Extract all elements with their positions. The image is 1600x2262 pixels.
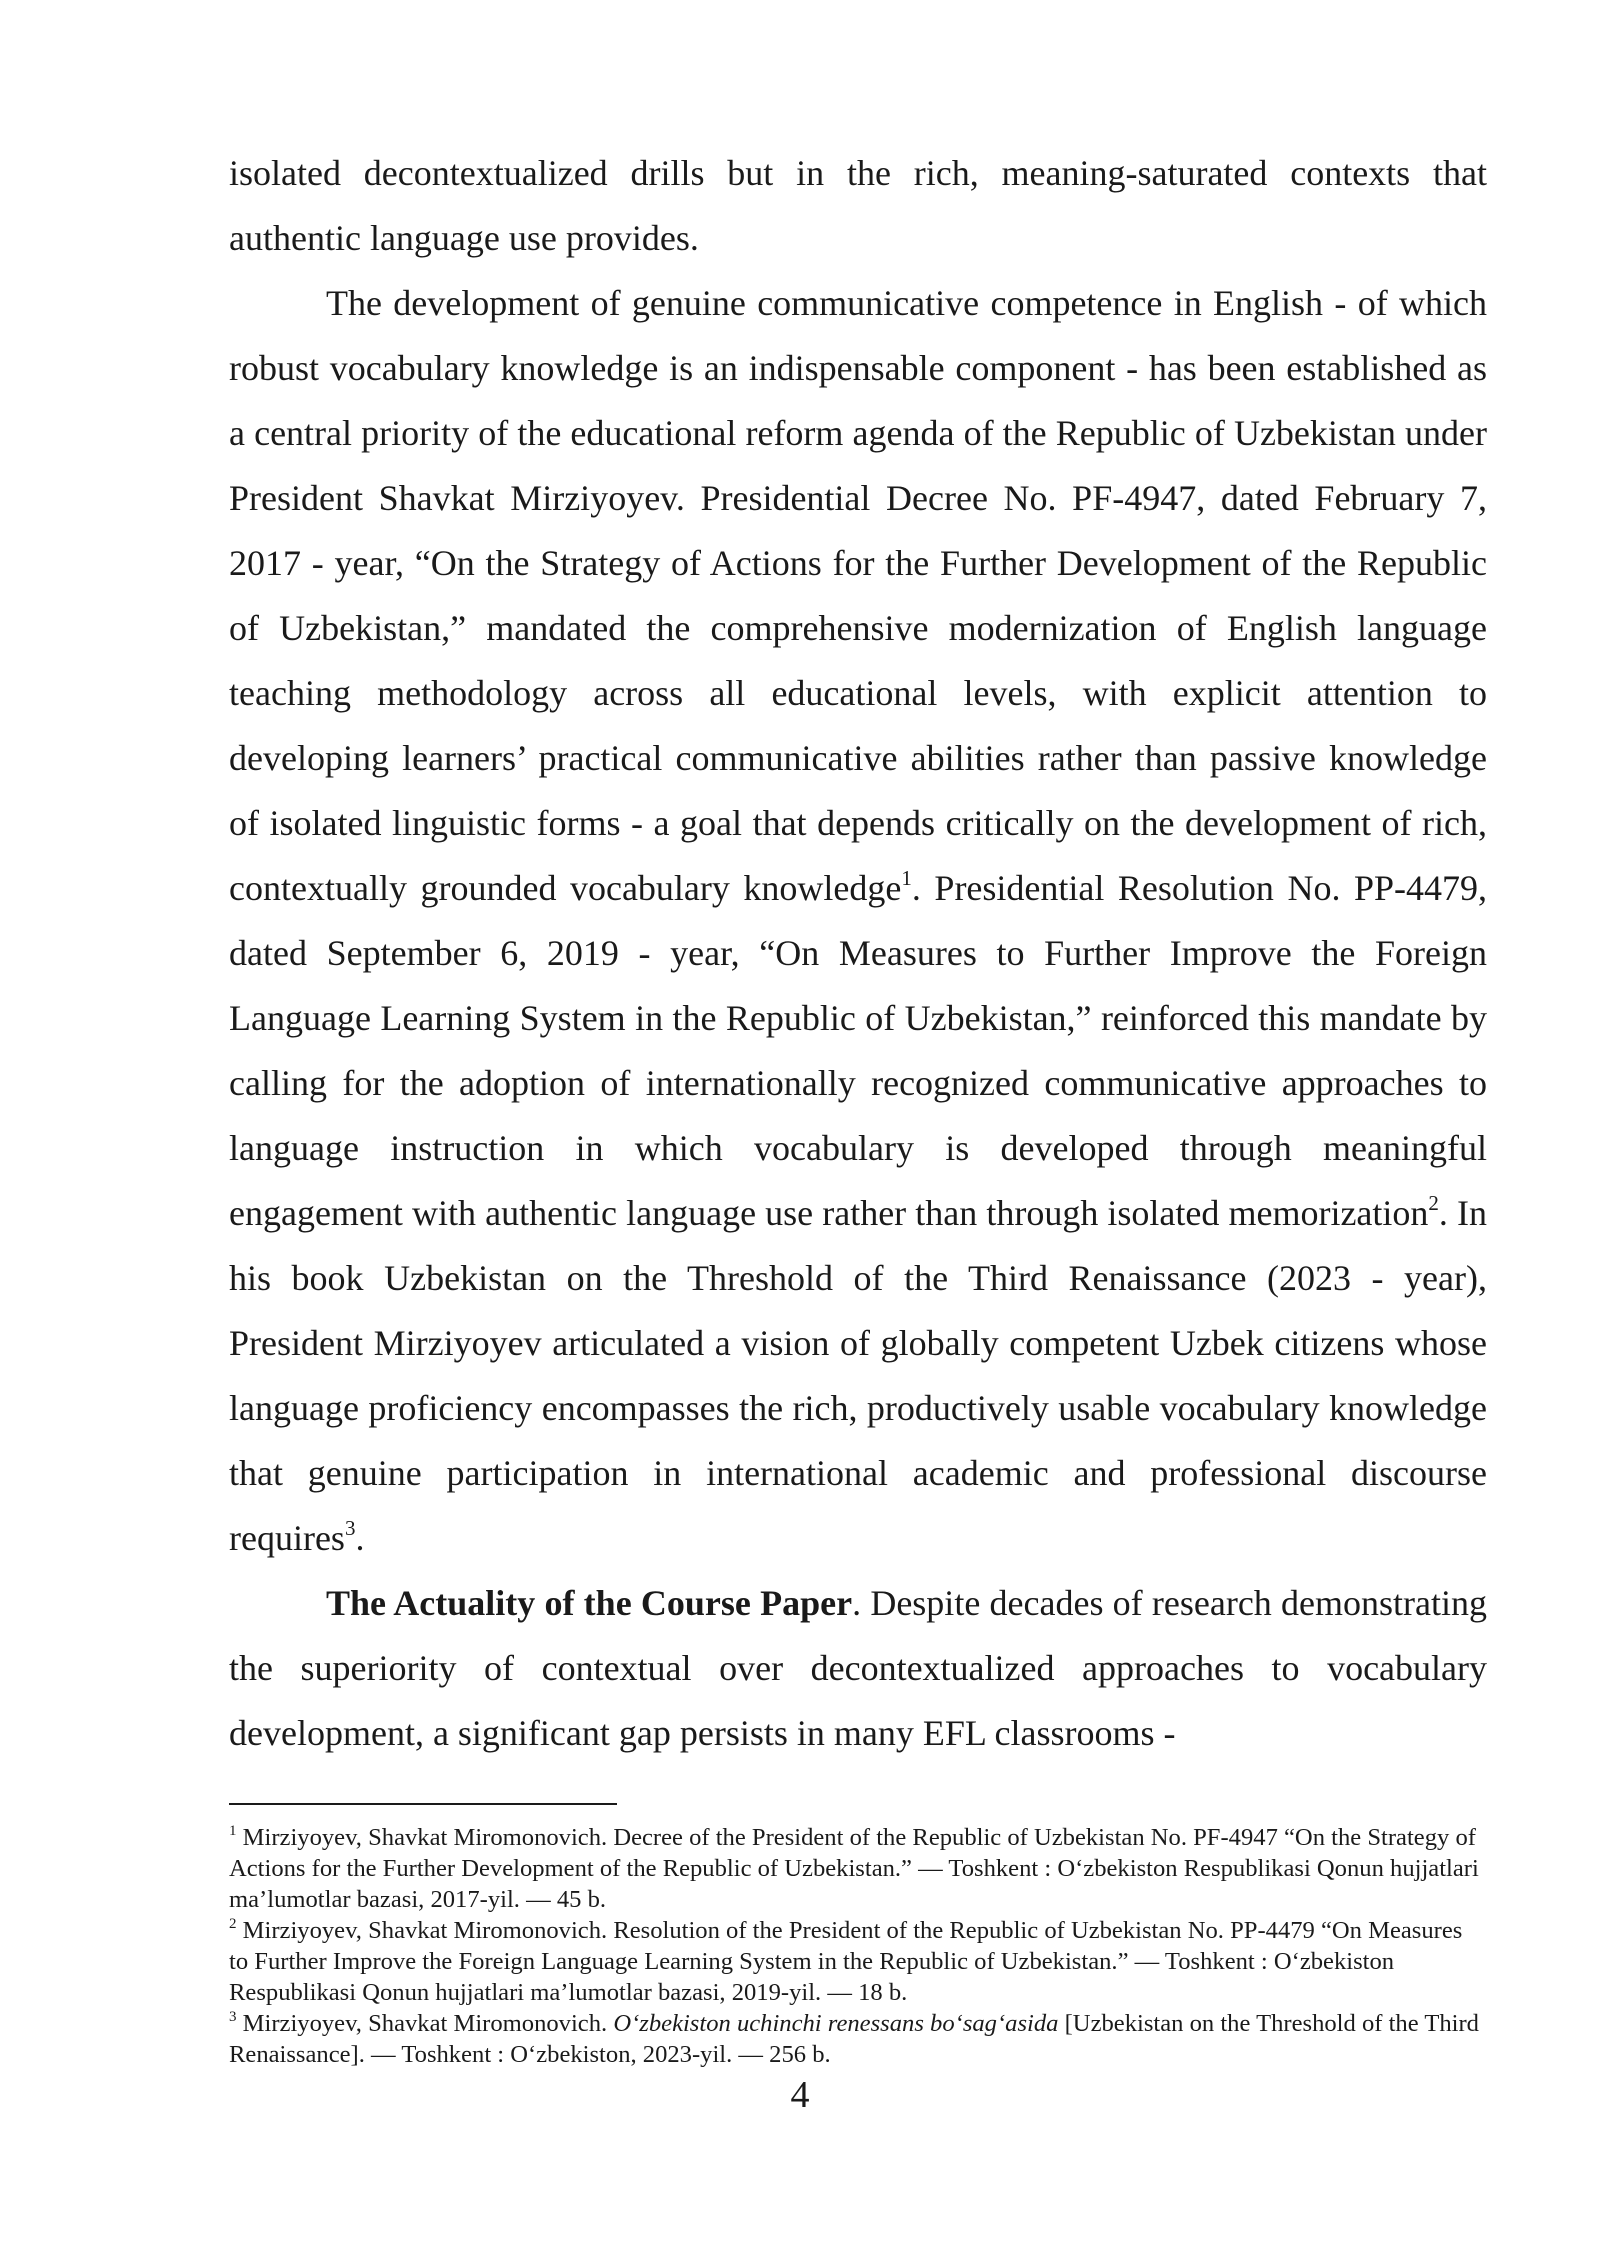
footnote-marker: 3: [229, 2009, 237, 2025]
paragraph-text: .: [355, 1518, 365, 1558]
paragraph-text: . Presidential Resolution No. PP-4479, dated September 6, 2019 - year, “On Measures to Further Improve the Foreign Language Learning System in the Republic of Uzbekistan,” reinforced this mandate by calling for the adoption of internationally recognized communicative approaches to language instruction in which vocabulary is developed through meaningful engagement with authentic language use rather than through isolated memorization: [229, 868, 1488, 1233]
footnote-ref-3[interactable]: 3: [344, 1516, 356, 1540]
footnote-text: Mirziyoyev, Shavkat Miromonovich. Resolution of the President of the Republic of Uzbekistan No. PP-4479 “On Measures to Further Improve the Foreign Language Learning System in the Republic of Uzbekistan.” — Toshkent : O‘zbekiston Respublikasi Qonun hujjatlari ma’lumotlar bazasi, 2019-yil. — 18 b.: [229, 1917, 1463, 2006]
paragraph-continuation: isolated decontextualized drills but in the rich, meaning-saturated contexts that authentic language use provides.: [229, 153, 1487, 258]
footnote-text: [Uzbekistan on the Threshold of the Third Renaissance]. — Toshkent : O‘zbekiston, 2023-yil. — 256 b.: [229, 2010, 1479, 2068]
paragraph-text: . Despite decades of research demonstrating the superiority of contextual over decontextualized approaches to vocabulary development, a significant gap persists in many EFL classrooms -: [229, 1583, 1487, 1753]
footnote-2: [229, 1915, 1487, 2008]
body-text: [229, 141, 1487, 1766]
paragraph-text: The development of genuine communicative competence in English - of which robust vocabulary knowledge is an indispensable component - has been established as a central priority of the educational reform agenda of the Republic of Uzbekistan under President Shavkat Mirziyoyev. Presidential Decree No. PF-4947, dated February 7, 2017 - year, “On the Strategy of Actions for the Further Development of the Republic of Uzbekistan,” mandated the comprehensive modernization of English language teaching methodology across all educational levels, with explicit attention to developing learners’ practical communicative abilities rather than passive knowledge of isolated linguistic forms - a goal that depends critically on the development of rich, contextually grounded vocabulary knowledge: [229, 283, 1487, 908]
footnote-separator: [229, 1803, 617, 1805]
footnote-1: [229, 1822, 1487, 1915]
paragraph-actuality: [229, 1571, 1487, 1766]
footnote-3: [229, 2008, 1487, 2070]
footnote-ref-1[interactable]: 1: [901, 866, 912, 890]
footnote-ref-2[interactable]: 2: [1428, 1191, 1439, 1215]
footnote-text: Mirziyoyev, Shavkat Miromonovich. Decree of the President of the Republic of Uzbekistan No. PF-4947 “On the Strategy of Actions for the Further Development of the Republic of Uzbekistan.” — Toshkent : O‘zbekiston Respublikasi Qonun hujjatlari ma’lumotlar bazasi, 2017-yil. — 45 b.: [229, 1824, 1479, 1913]
footnotes: [229, 1822, 1487, 2070]
footnote-book-title: O‘zbekiston uchinchi renessans bo‘sag‘asida: [613, 2010, 1059, 2037]
paragraph-text: . In his book Uzbekistan on the Threshold of the Third Renaissance (2023 - year), President Mirziyoyev articulated a vision of globally competent Uzbek citizens whose language proficiency encompasses the rich, productively usable vocabulary knowledge that genuine participation in international academic and professional discourse requires: [229, 1193, 1487, 1558]
section-heading-inline: The Actuality of the Course Paper: [326, 1583, 853, 1623]
footnote-author: Mirziyoyev, Shavkat Miromonovich.: [236, 2010, 614, 2037]
footnote-marker: 1: [229, 1823, 237, 1839]
page-number: 4: [790, 2074, 810, 2116]
footnote-marker: 2: [229, 1916, 237, 1932]
paragraph-state-policy: [229, 271, 1487, 1571]
